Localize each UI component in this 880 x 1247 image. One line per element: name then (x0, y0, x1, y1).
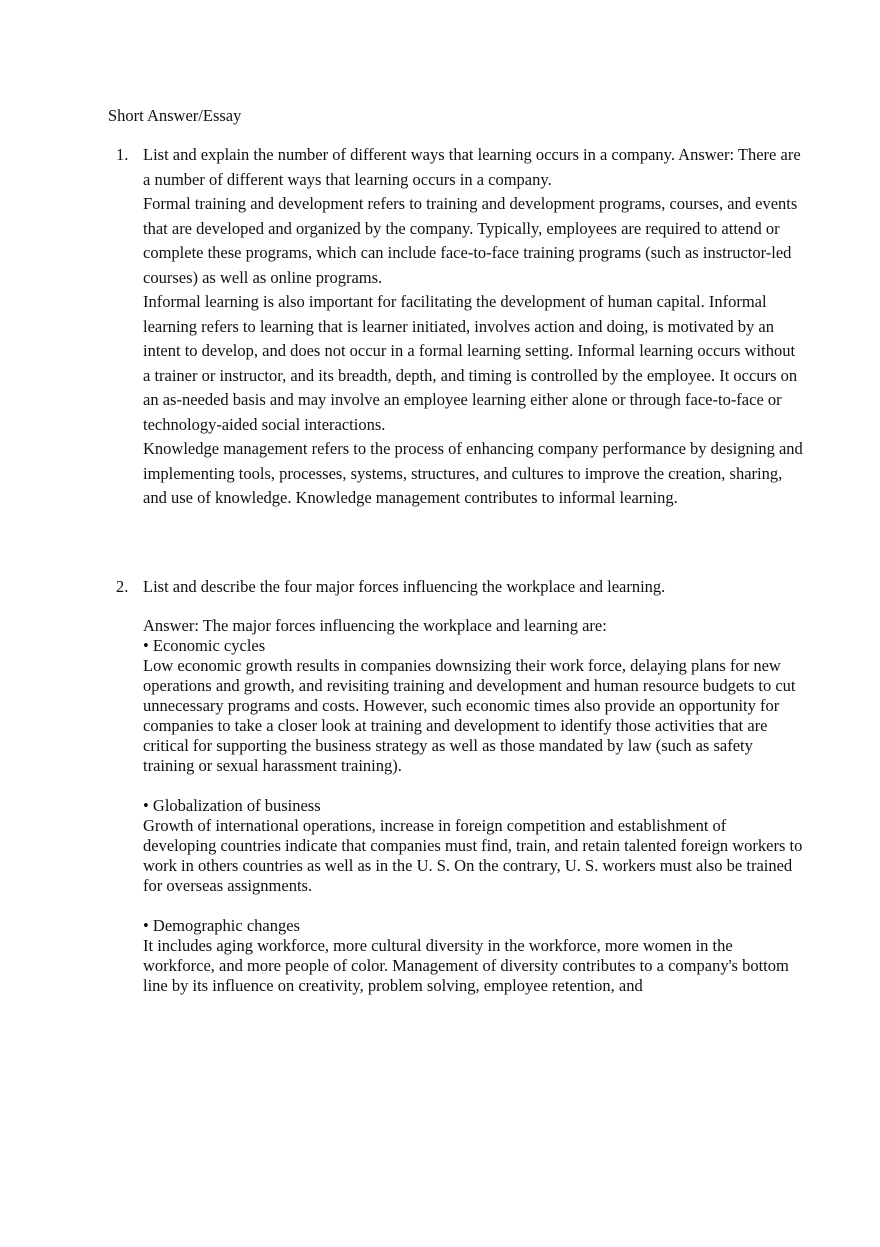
question-2-prompt: List and describe the four major forces influencing the workplace and learning. (143, 577, 666, 596)
force-globalization-text: Growth of international operations, increase in foreign competition and establishment of developing countries indicate that companies must find, train, and retain talented foreign workers to work in others countries as well as in the U. S. On the contrary, U. S. workers must also be trained for overseas assignments. (143, 816, 803, 895)
question-2-answer (143, 616, 803, 996)
question-1-body (143, 143, 803, 511)
question-1-prompt: List and explain the number of different ways that learning occurs in a company. Answer: There are a number of different ways that learning occurs in a company. (143, 145, 801, 189)
question-1-number: 1. (116, 145, 129, 164)
question-2-answer-intro: Answer: The major forces influencing the workplace and learning are: (143, 616, 607, 635)
question-2-number: 2. (116, 577, 129, 596)
paragraph-gap (143, 896, 803, 916)
section-heading: Short Answer/Essay (108, 106, 242, 125)
force-demographic-text: It includes aging workforce, more cultural diversity in the workforce, more women in the workforce, and more people of color. Management of diversity contributes to a company's bottom line by its influence on creativity, problem solving, employee retention, and (143, 936, 789, 995)
force-globalization-title: • Globalization of business (143, 796, 321, 815)
force-demographic-title: • Demographic changes (143, 916, 300, 935)
force-economic-cycles-title: • Economic cycles (143, 636, 266, 655)
question-1-knowledge-management: Knowledge management refers to the process of enhancing company performance by designing and implementing tools, processes, systems, structures, and cultures to improve the creation, sharing, and use of knowledge. Knowledge management contributes to informal learning. (143, 439, 803, 507)
force-economic-cycles-text: Low economic growth results in companies downsizing their work force, delaying plans for new operations and growth, and revisiting training and development and human resource budgets to cut unnecessary programs and costs. However, such economic times also provide an opportunity for companies to take a closer look at training and development to identify those activities that are critical for supporting the business strategy as well as those mandated by law (such as safety training or sexual harassment training). (143, 656, 796, 775)
question-2-prompt-block (143, 575, 803, 600)
question-1-formal-training: Formal training and development refers to training and development programs, courses, and events that are developed and organized by the company. Typically, employees are required to attend or complete these programs, which can include face-to-face training programs (such as instructor-led courses) as well as online programs. (143, 194, 798, 287)
paragraph-gap (143, 776, 803, 796)
question-1-informal-learning: Informal learning is also important for facilitating the development of human capital. Informal learning refers to learning that is learner initiated, involves action and doing, is motivated by an intent to develop, and does not occur in a formal learning setting. Informal learning occurs without a trainer or instructor, and its breadth, depth, and timing is controlled by the employee. It occurs on an as-needed basis and may involve an employee learning either alone or through face-to-face or technology-aided social interactions. (143, 292, 798, 434)
